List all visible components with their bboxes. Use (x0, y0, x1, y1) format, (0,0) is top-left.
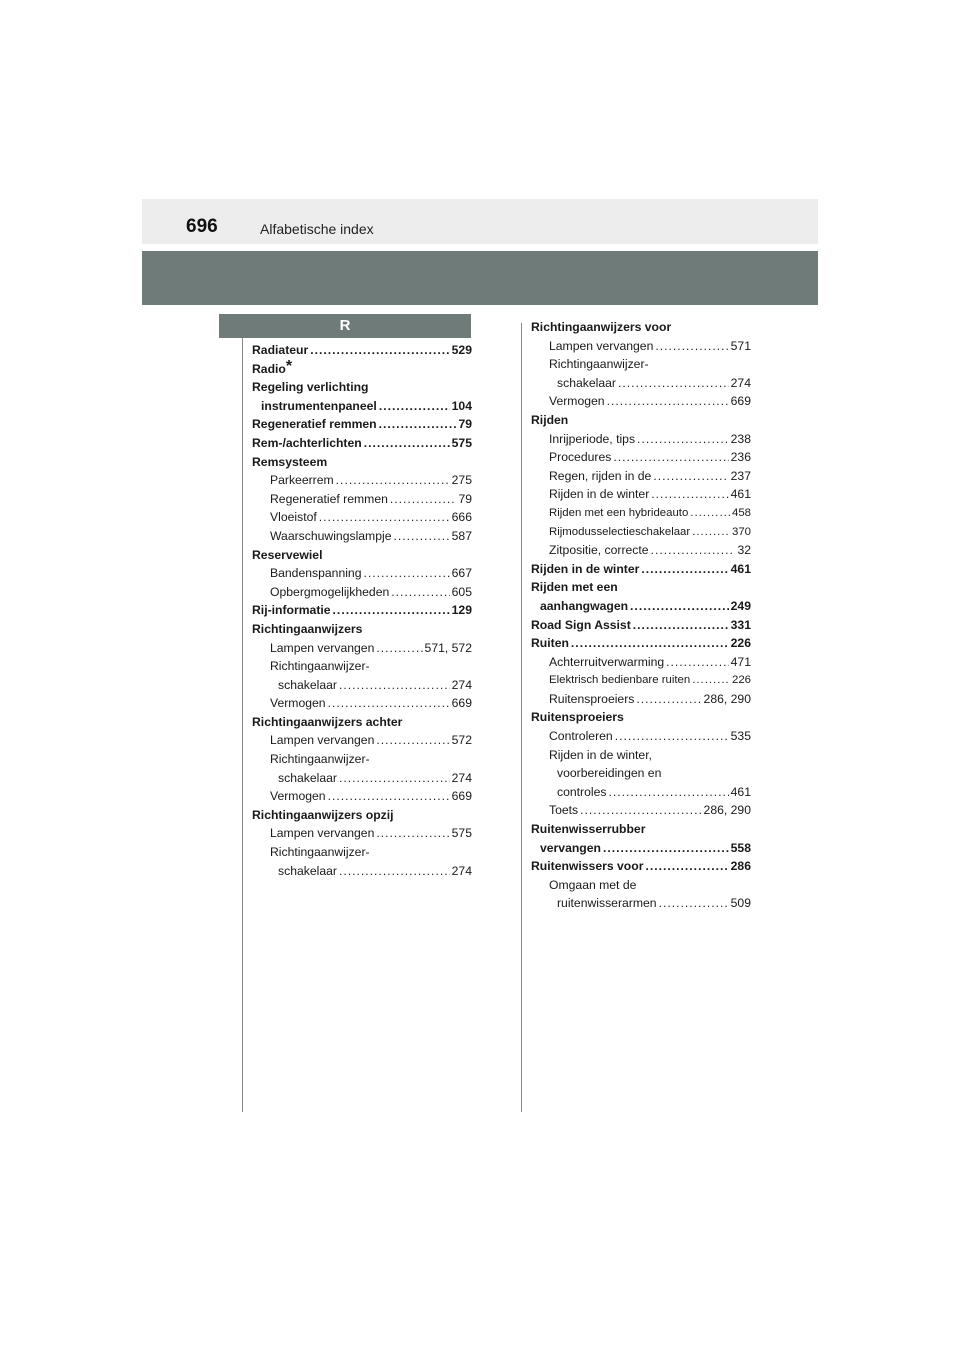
index-entry (531, 578, 751, 597)
page-reference: 32 (737, 543, 751, 558)
index-entry (531, 746, 751, 765)
dot-leader (655, 337, 728, 356)
dot-leader (615, 727, 729, 746)
page-reference: 669 (451, 789, 472, 804)
entry-label: Richtingaanwijzer- (270, 845, 370, 860)
entry-label: Regeling verlichting (252, 380, 369, 395)
dot-leader (339, 862, 450, 881)
entry-label: Ruitensproeiers (549, 691, 635, 706)
page-reference: 286, 290 (703, 803, 751, 818)
index-entry (531, 857, 751, 876)
dot-leader (653, 467, 728, 486)
index-entry (531, 467, 751, 486)
dot-leader (391, 583, 449, 602)
page-reference: 274 (451, 770, 472, 785)
entry-label: Lampen vervangen (270, 826, 375, 841)
entry-label: Controleren (549, 729, 613, 744)
entry-label: Rijden met een (531, 580, 618, 595)
page-reference: 669 (451, 696, 472, 711)
entry-label: Regeneratief remmen (270, 491, 388, 506)
entry-label: Rijden in de winter, (549, 747, 652, 762)
entry-label: Ruiten (531, 636, 569, 651)
index-column-left (252, 341, 472, 880)
page-reference: 471 (730, 654, 751, 669)
entry-label: aanhangwagen (540, 598, 629, 613)
dot-leader (376, 731, 449, 750)
index-entry (531, 783, 751, 802)
index-entry (252, 546, 472, 565)
page-reference: 461 (730, 784, 751, 799)
entry-label: Lampen vervangen (270, 733, 375, 748)
entry-label: Richtingaanwijzer- (270, 659, 370, 674)
entry-label: Toets (549, 803, 579, 818)
entry-label: Radiateur (252, 343, 309, 357)
page-reference: 666 (451, 510, 472, 525)
index-entry (252, 787, 472, 806)
dot-leader (310, 341, 449, 360)
index-entry (531, 653, 751, 672)
index-entry (531, 337, 751, 356)
entry-label: Bandenspanning (270, 566, 362, 581)
page-reference: 237 (730, 468, 751, 483)
entry-label: Rijden met een hybrideauto (549, 506, 689, 519)
page-reference: 286, 290 (703, 691, 751, 706)
dot-leader (645, 857, 728, 876)
dot-leader (390, 490, 457, 509)
entry-label: Procedures (549, 450, 612, 465)
page-reference: 605 (451, 584, 472, 599)
page-reference: 571, 572 (424, 640, 472, 655)
entry-label: Rijden in de winter (531, 561, 640, 576)
page-reference: 226 (730, 636, 751, 651)
column-divider-right (521, 323, 522, 1112)
page-reference: 461 (730, 487, 751, 502)
index-entry (531, 616, 751, 635)
dot-leader (339, 676, 450, 695)
dot-leader (328, 787, 450, 806)
index-entry (531, 504, 751, 523)
page-reference: 274 (451, 677, 472, 692)
page-number: 696 (186, 216, 218, 237)
index-entry (531, 485, 751, 504)
index-entry (531, 876, 751, 895)
page-reference: 529 (451, 343, 472, 357)
dot-leader (651, 541, 736, 560)
page-reference: 249 (730, 598, 751, 613)
entry-label: Zitpositie, correcte (549, 543, 649, 558)
entry-label: Lampen vervangen (270, 640, 375, 655)
dot-leader (336, 471, 450, 490)
index-entry (252, 639, 472, 658)
index-entry (252, 397, 472, 416)
index-entry (252, 694, 472, 713)
page-reference: 104 (451, 398, 472, 413)
dot-leader (603, 839, 729, 858)
gray-band (142, 251, 818, 305)
index-entry (531, 597, 751, 616)
index-entry (531, 448, 751, 467)
entry-label: Waarschuwingslampje (270, 528, 392, 543)
index-column-right (531, 318, 751, 913)
entry-label: Rijden in de winter (549, 487, 650, 502)
index-entry (252, 843, 472, 862)
index-entry (252, 453, 472, 472)
index-entry (531, 727, 751, 746)
index-entry (531, 523, 751, 542)
index-entry (252, 601, 472, 620)
page-reference: 238 (730, 431, 751, 446)
entry-label: Vermogen (549, 394, 605, 409)
dot-leader (630, 597, 729, 616)
page-reference: 667 (451, 566, 472, 581)
dot-leader (613, 448, 728, 467)
entry-label: Vermogen (270, 789, 326, 804)
dot-leader (690, 504, 730, 523)
index-entry (252, 341, 472, 360)
index-entry (252, 471, 472, 490)
page-reference: 79 (458, 417, 472, 432)
index-entry (252, 508, 472, 527)
dot-leader (692, 523, 730, 542)
index-entry (531, 430, 751, 449)
index-entry (252, 378, 472, 397)
index-entry (531, 560, 751, 579)
index-entry (252, 415, 472, 434)
page-reference: 669 (730, 394, 751, 409)
entry-label: Rijden (531, 412, 569, 427)
dot-leader (393, 527, 449, 546)
index-entry (531, 894, 751, 913)
entry-label: Inrijperiode, tips (549, 431, 636, 446)
dot-leader (319, 508, 450, 527)
page-reference: 274 (730, 375, 751, 390)
index-entry (531, 355, 751, 374)
dot-leader (666, 653, 729, 672)
dot-leader (571, 634, 729, 653)
index-entry: Radio * (252, 360, 472, 379)
index-entry (252, 527, 472, 546)
entry-label: Richtingaanwijzers (252, 621, 363, 636)
index-entry (252, 824, 472, 843)
page-reference: 461 (730, 561, 751, 576)
index-entry (531, 690, 751, 709)
dot-leader (636, 690, 701, 709)
entry-label: Regeneratief remmen (252, 417, 377, 432)
entry-label: Rij-informatie (252, 603, 331, 618)
entry-label: schakelaar (278, 770, 337, 785)
dot-leader (608, 783, 728, 802)
index-entry (252, 862, 472, 881)
dot-leader (633, 616, 729, 635)
index-entry (252, 657, 472, 676)
index-entry (252, 583, 472, 602)
entry-label: Omgaan met de (549, 877, 637, 892)
entry-label: Ruitenwissers voor (531, 859, 644, 874)
index-entry (531, 411, 751, 430)
dot-leader (580, 801, 701, 820)
header-bar (142, 199, 818, 244)
entry-label: controles (557, 784, 607, 799)
page-reference: 331 (730, 617, 751, 632)
letter-tab: R (219, 314, 471, 338)
entry-label: Vermogen (270, 696, 326, 711)
entry-label: Opbergmogelijkheden (270, 584, 390, 599)
dot-leader (339, 769, 450, 788)
section-title: Alfabetische index (260, 221, 374, 237)
entry-label: Road Sign Assist (531, 617, 631, 632)
entry-label: Reservewiel (252, 547, 323, 562)
index-entry (252, 564, 472, 583)
index-entry (531, 541, 751, 560)
dot-leader (364, 564, 450, 583)
dot-leader (364, 434, 450, 453)
page-reference: 509 (730, 896, 751, 911)
entry-label: Rijmodusselectieschakelaar (549, 525, 691, 538)
index-entry (531, 634, 751, 653)
page-reference: 575 (451, 826, 472, 841)
page-reference: 226 (731, 674, 751, 687)
entry-label: Achterruitverwarming (549, 654, 665, 669)
dot-leader (379, 397, 450, 416)
index-entry (531, 839, 751, 858)
index-entry (531, 318, 751, 337)
page-reference: 129 (451, 603, 472, 618)
index-entry (531, 801, 751, 820)
entry-label: Richtingaanwijzers voor (531, 320, 672, 334)
index-entry (531, 671, 751, 690)
entry-label: Rem-/achterlichten (252, 435, 362, 450)
page-reference: 558 (730, 840, 751, 855)
index-entry (252, 676, 472, 695)
entry-label: vervangen (540, 840, 601, 855)
dot-leader (637, 430, 729, 449)
entry-label: Vloeistof (270, 510, 317, 525)
index-entry (252, 750, 472, 769)
index-entry (252, 620, 472, 639)
dot-leader (376, 639, 422, 658)
entry-label: Ruitensproeiers (531, 710, 624, 725)
page-reference: 572 (451, 733, 472, 748)
entry-label: Regen, rijden in de (549, 468, 652, 483)
page-reference: 571 (730, 338, 751, 353)
page-reference: 370 (731, 525, 751, 538)
dot-leader (692, 671, 730, 690)
entry-label: schakelaar (278, 677, 337, 692)
entry-label: Richtingaanwijzers achter (252, 714, 403, 729)
dot-leader (651, 485, 728, 504)
entry-label: schakelaar (278, 863, 337, 878)
index-entry (252, 713, 472, 732)
entry-label: instrumentenpaneel (261, 398, 377, 413)
entry-label: Radio (252, 361, 286, 376)
dot-leader (328, 694, 450, 713)
entry-label: Ruitenwisserrubber (531, 822, 646, 837)
dot-leader (379, 415, 457, 434)
page-reference: 275 (451, 473, 472, 488)
index-entry (531, 820, 751, 839)
index-entry (531, 374, 751, 393)
entry-label: voorbereidingen en (557, 766, 662, 781)
entry-label: Richtingaanwijzer- (270, 752, 370, 767)
index-entry (252, 731, 472, 750)
page-reference: 458 (731, 506, 751, 519)
index-entry (252, 490, 472, 509)
index-entry (531, 708, 751, 727)
entry-label: Richtingaanwijzer- (549, 357, 649, 372)
entry-label: ruitenwisserarmen (557, 896, 657, 911)
index-entry (531, 764, 751, 783)
dot-leader (618, 374, 729, 393)
entry-label: Parkeerrem (270, 473, 334, 488)
entry-label: Elektrisch bedienbare ruiten (549, 674, 691, 687)
index-entry (252, 806, 472, 825)
index-entry (252, 769, 472, 788)
entry-label: Remsysteem (252, 454, 328, 469)
index-entry (252, 434, 472, 453)
page-reference: 575 (451, 435, 472, 450)
entry-label: schakelaar (557, 375, 616, 390)
page-reference: 286 (730, 859, 751, 874)
page-reference: 587 (451, 528, 472, 543)
dot-leader (659, 894, 729, 913)
dot-leader (333, 601, 450, 620)
column-divider-left (242, 338, 243, 1112)
page-reference: 79 (458, 491, 472, 506)
page-reference: 535 (730, 729, 751, 744)
index-entry (531, 392, 751, 411)
page-reference: 236 (730, 450, 751, 465)
dot-leader (641, 560, 728, 579)
page-reference: 274 (451, 863, 472, 878)
dot-leader (607, 392, 729, 411)
entry-label: Richtingaanwijzers opzij (252, 807, 394, 822)
dot-leader (376, 824, 449, 843)
entry-label: Lampen vervangen (549, 338, 654, 353)
